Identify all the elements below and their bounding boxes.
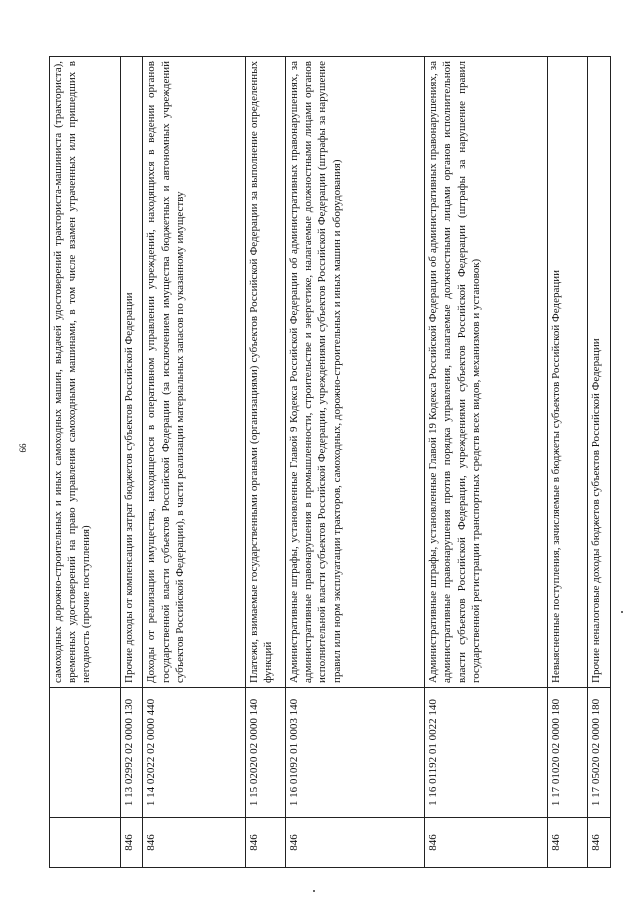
budget-code-cell: 1 16 01192 01 0022 140 (425, 688, 548, 818)
budget-code-table (49, 56, 611, 868)
budget-code-cell (50, 688, 121, 818)
income-name-cell: Невыясненные поступления, зачисляемые в бюджеты субъектов Российской Федерации (548, 57, 588, 688)
table-row (425, 57, 548, 868)
table-row (548, 57, 588, 868)
admin-code-cell: 846 (425, 818, 548, 868)
budget-code-cell: 1 15 02020 02 0000 140 (246, 688, 286, 818)
admin-code-cell: 846 (143, 818, 246, 868)
income-name-cell: Административные штрафы, установленные Главой 19 Кодекса Российской Федерации об административных правонарушениях, за административные правонарушения против порядка управления, налагаемые должностными лицами органов исполнительной власти субъектов Российской Федерации, учреждениями субъектов Российской Федерации (штрафы за нарушение правил государственной регистрации транспортных средств всех видов, механизмов и установок) (425, 57, 548, 688)
budget-code-cell: 1 17 01020 02 0000 180 (548, 688, 588, 818)
admin-code-cell: 846 (120, 818, 143, 868)
table-row (286, 57, 425, 868)
income-name-cell: Прочие неналоговые доходы бюджетов субъектов Российской Федерации (588, 57, 611, 688)
admin-code-cell: 846 (246, 818, 286, 868)
income-name-cell: Административные штрафы, установленные Главой 9 Кодекса Российской Федерации об административных правонарушениях, за административные правонарушения в промышленности, строительстве и энергетике, налагаемые должностными лицами органов исполнительной власти субъектов Российской Федерации, учреждениями субъектов Российской Федерации (штрафы за нарушение правил или норм эксплуатации тракторов, самоходных, дорожно-строительных и иных машин и оборудования) (286, 57, 425, 688)
scan-speck (313, 890, 315, 892)
rotated-table-container (49, 57, 611, 868)
income-name-cell: самоходных дорожно-строительных и иных самоходных машин, выдачей удостоверений тракториста-машиниста (тракториста), временных удостоверений на право управления самоходными машинами, в том числе взамен утраченных или пришедших в негодность (прочие поступления) (50, 57, 121, 688)
table-row (50, 57, 121, 868)
budget-code-cell: 1 14 02022 02 0000 440 (143, 688, 246, 818)
income-name-cell: Доходы от реализации имущества, находящегося в оперативном управлении учреждений, находящихся в ведении органов государственной власти субъектов Российской Федерации (за исключением имущества бюджетных и автономных учреждений субъектов Российской Федерации), в части реализации материальных запасов по указанному имуществу (143, 57, 246, 688)
admin-code-cell: 846 (548, 818, 588, 868)
budget-code-cell: 1 17 05020 02 0000 180 (588, 688, 611, 818)
budget-code-cell: 1 13 02992 02 0000 130 (120, 688, 143, 818)
admin-code-cell: 846 (286, 818, 425, 868)
scan-speck (621, 611, 623, 613)
page-number: 99 (17, 443, 28, 453)
table-row (120, 57, 143, 868)
table-row (143, 57, 246, 868)
table-row (246, 57, 286, 868)
income-name-cell: Прочие доходы от компенсации затрат бюджетов субъектов Российской Федерации (120, 57, 143, 688)
admin-code-cell: 846 (588, 818, 611, 868)
table-row (588, 57, 611, 868)
income-name-cell: Платежи, взимаемые государственными органами (организациями) субъектов Российской Федерации за выполнение определенных функций (246, 57, 286, 688)
budget-code-cell: 1 16 01092 01 0003 140 (286, 688, 425, 818)
admin-code-cell (50, 818, 121, 868)
